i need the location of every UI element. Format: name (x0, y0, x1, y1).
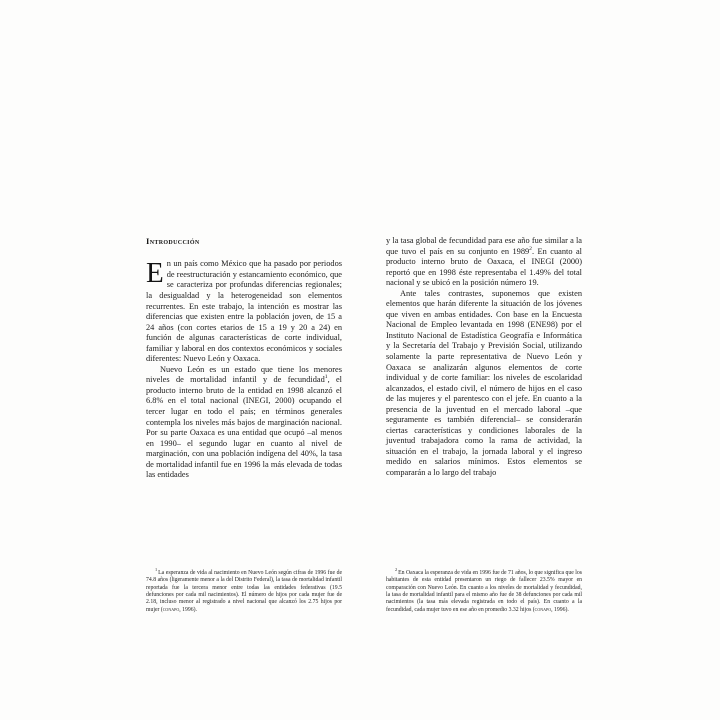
footnotes-two-column-layout (146, 567, 582, 614)
footnote-reference-2[interactable]: 2 (529, 245, 532, 252)
footnote-2 (386, 567, 582, 614)
footnote-1-text-a: La esperanza de vida al nacimiento en Nuevo León según cifras de 1996 fue de 74.8 años (ligeramente menor a la del Distrito Federal), la tasa de mortalidad infantil reportada fue la tercera menor entre todas las entidades federativas (19.5 defunciones por cada mil nacimientos). El número de hijos por cada mujer fue de 2.18, incluso menor al registrado a nivel nacional que alcanzó los 2.75 hijos por mujer ( (146, 570, 342, 613)
footnote-2-source: conapo (534, 606, 552, 613)
footnote-2-marker: 2 (395, 567, 398, 573)
footnote-left-column (146, 567, 342, 614)
section-heading-introduccion: Introducción (146, 236, 200, 246)
footnote-reference-1[interactable]: 1 (324, 374, 328, 381)
text-block (146, 236, 582, 481)
two-column-layout (146, 236, 582, 481)
paragraph-oaxaca-pib-text-b: . En cuanto al producto interno bruto de Oaxaca, el INEGI (2000) reportó que en 1998 éste representaba el 1.49% del total nacional y se ubicó en la posición número 19. (386, 246, 582, 288)
drop-cap-letter: E (146, 257, 164, 290)
paragraph-intro-first-text: n un país como México que ha pasado por periodos de reestructuración y estancamiento económico, que se caracteriza por profundas diferencias regionales; la desigualdad y la heterogeneidad son elementos recurrentes. En este trabajo, la intención es mostrar las diferencias que existen entre la población joven, de 15 a 24 años (con cortes etarios de 15 a 19 y 20 a 24) en función de algunas características de corte individual, familiar y laboral en dos contextos económicos y sociales diferentes: Nuevo León y Oaxaca. (146, 259, 342, 364)
paragraph-ante-tales-contrastes: Ante tales contrastes, suponemos que existen elementos que harán diferente la situación de los jóvenes que viven en ambas entidades. Con base en la Encuesta Nacional de Empleo levantada en 1998 (ENE98) por el Instituto Nacional de Estadística Geografía e Informática y la Secretaría del Trabajo y Previsión Social, utilizando solamente la parte representativa de Nuevo León y Oaxaca se analizarán algunos elementos de corte individual y de corte familiar: los niveles de escolaridad alcanzados, el estado civil, el número de hijos en el caso de las mujeres y el parentesco con el jefe. En cuanto a la presencia de la juventud en el mercado laboral –que seguramente es también diferencial– se considerarán ciertas características y condiciones laborales de la juventud trabajadora como la rama de actividad, la situación en el trabajo, la jornada laboral y el ingreso medido en salarios mínimos. Estos elementos se compararán a lo largo del trabajo (386, 288, 582, 478)
right-text-column (386, 236, 582, 479)
footnote-2-text-a: En Oaxaca la esperanza de vida en 1996 fue de 71 años, lo que significa que los habitantes de esta entidad presentaron un riego de fallecer 23.5% mayor en comparación con Nuevo León. En cuanto a los niveles de mortalidad y fecundidad, la tasa de mortalidad infantil para el mismo año fue de 38 defunciones por cada mil nacimientos (la tasa más elevada registrada en todo el país). En cuanto a la fecundidad, cada mujer tuvo en ese año en promedio 3.32 hijos ( (386, 570, 582, 613)
footnote-1-source: conapo (162, 606, 180, 613)
footnotes-area (146, 567, 582, 614)
paragraph-nuevo-leon-text-a: Nuevo León es un estado que tiene los menores niveles de mortalidad infantil y de fecundidad (146, 364, 342, 385)
footnote-1-text-b: , 1996). (179, 606, 197, 613)
left-text-column (146, 236, 342, 481)
footnote-2-text-b: , 1996). (551, 606, 569, 613)
paragraph-oaxaca-pib-text-a: y la tasa global de fecundidad para ese año fue similar a la que tuvo el país en su conjunto en 1989 (386, 236, 582, 256)
footnote-right-column (386, 567, 582, 614)
paragraph-oaxaca-pib (386, 236, 582, 289)
footnote-1-marker: 1 (155, 567, 158, 573)
paragraph-nuevo-leon-text-b: , el producto interno bruto de la entidad en 1998 alcanzó el 6.8% en el total nacional (INEGI, 2000) ocupando el tercer lugar en todo el país; en términos generales contempla los niveles más bajos de marginación nacional. Por su parte Oaxaca es una entidad que ocupó –al menos en 1990– el segundo lugar en cuanto al nivel de marginación, con una población indígena del 40%, la tasa de mortalidad infantil fue en 1996 la más elevada de todas las entidades (146, 375, 342, 480)
paragraph-nuevo-leon (146, 365, 342, 481)
paragraph-intro-first (146, 259, 342, 364)
footnote-1 (146, 567, 342, 614)
